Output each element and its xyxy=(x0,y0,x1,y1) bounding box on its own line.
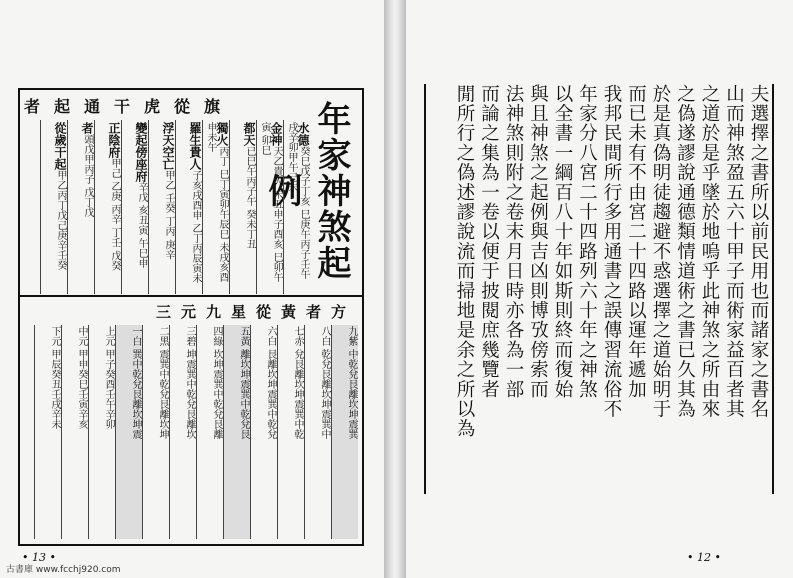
page-number-left: • 13 • xyxy=(22,551,56,564)
upper-column-body: 甲乙丙丁戊己庚辛壬癸 xyxy=(55,170,66,270)
upper-column-body: 天乙貴人 未丑申子酉亥 巳卯午寅 卯巳 xyxy=(259,122,282,283)
upper-column-body: 甲己 乙庚 丙辛 丁壬 戊癸 xyxy=(109,158,120,271)
lower-table xyxy=(20,297,362,544)
lower-column: 七赤 兌艮離坎坤震巽中乾 xyxy=(277,325,304,539)
text-column: 而論之集為一卷以便于披閱庶幾覽者 xyxy=(478,84,500,400)
upper-column xyxy=(175,120,202,294)
page-number-left-value: 13 xyxy=(32,551,46,564)
lower-column: 中元 甲申癸巳壬寅辛亥 xyxy=(61,325,88,539)
text-column: 於是真偽明徒趨避不惑選擇之道始明于 xyxy=(650,84,671,419)
lower-table-title: 三元九星從黃者方 xyxy=(155,303,356,321)
watermark-text: 古書庫 www.fcchj920.com xyxy=(6,565,121,575)
lower-column: 八白 乾兌艮離坎坤震巽中 xyxy=(304,325,331,539)
text-column: 之偽遂謬說通德類情道術之書已久其為 xyxy=(674,84,696,419)
table-title: 年家神煞起例 xyxy=(262,101,351,281)
text-column: 之道於是乎墜於地嗚乎此神煞之所由來 xyxy=(699,84,720,419)
vertical-text-block xyxy=(424,84,774,494)
page-number-right: • 12 • xyxy=(687,551,721,564)
upper-column-head: 金神 xyxy=(269,122,283,146)
lower-column: 六白 艮離坎坤震巽中乾兌 xyxy=(250,325,277,539)
upper-column xyxy=(40,120,67,294)
left-page xyxy=(0,0,384,578)
upper-column xyxy=(94,120,121,294)
upper-column-body: 子亥戌酉申 乙丁丙辰寅未 xyxy=(190,170,201,284)
upper-column-head: 水德 xyxy=(296,122,310,146)
lower-column: 二黑 震巽中乾兌艮離坎坤 xyxy=(142,325,169,539)
upper-column xyxy=(256,120,283,294)
right-page xyxy=(406,0,793,578)
lower-column: 上元 甲子癸酉壬午辛卯 xyxy=(88,325,115,539)
upper-column xyxy=(121,120,148,294)
upper-column-body: 甲乙 壬癸 丁丙 庚辛 xyxy=(163,170,174,260)
lower-column: 九紫 中乾兌艮離坎坤震巽 xyxy=(331,325,358,539)
almanac-table-frame xyxy=(18,88,364,546)
text-column: 與且神煞之起例與吉凶則博攷傍索而 xyxy=(527,84,549,400)
upper-column-head: 浮天空亡 xyxy=(161,122,175,170)
book-gutter xyxy=(384,0,406,578)
lower-column: 五黃 離坎坤震巽中乾兌艮 xyxy=(223,325,250,539)
upper-column xyxy=(283,120,310,294)
text-column: 我邦民間所行多用通書之誤傳習流俗不 xyxy=(601,84,622,419)
lower-column: 一白 巽中乾兌艮離坎坤震 xyxy=(115,325,142,539)
upper-column-head: 正陰府 xyxy=(107,122,121,158)
upper-column-body: 辛戊 亥丑寅 午巳申 xyxy=(136,182,147,269)
lower-column: 下元 甲辰癸丑壬戌辛未 xyxy=(34,325,61,539)
text-column: 年家分八宮二十四路列六十年之神煞 xyxy=(576,84,598,400)
upper-column xyxy=(148,120,175,294)
lower-column: 三碧 坤震巽中乾兌艮離坎 xyxy=(169,325,196,539)
lower-column: 四綠 坎坤震巽中乾兌艮離 xyxy=(196,325,223,539)
upper-column-head: 獨火 xyxy=(215,122,229,146)
upper-column-head: 羅生貴人 xyxy=(188,122,202,170)
upper-column-body: 丙丁 巳丁寅卯午辰巳 未戌亥酉申未午 xyxy=(205,122,228,283)
upper-column xyxy=(202,120,229,294)
upper-column xyxy=(67,120,94,294)
page-number-right-value: 12 xyxy=(697,551,711,564)
text-column: 法神煞則附之卷末月日時亦各為一部 xyxy=(503,84,524,400)
upper-column-head: 者 xyxy=(80,122,94,134)
upper-column-head: 變起傍座府 xyxy=(134,122,148,182)
upper-column-body: 頭戊甲丙子 戊丁戊 xyxy=(82,134,93,218)
upper-column-body: 已巳午丙子午 癸未丁丑 xyxy=(244,146,255,250)
upper-column-head: 都天 xyxy=(242,122,256,146)
text-column: 以全書一綱百八十年如斯則終而復始 xyxy=(552,84,573,400)
upper-header-row: 者起通干虎從旗 xyxy=(23,97,234,116)
text-column: 而已未有不由宮二十四路以運年遞加 xyxy=(625,84,647,400)
upper-column xyxy=(229,120,256,294)
text-column: 山而神煞盈五六十甲子而術家益百者其 xyxy=(723,84,745,419)
upper-column-body: 癸巳戊子丁亥 巳庚午丙子壬午 戌辛卯甲午己未 xyxy=(286,122,309,280)
upper-table xyxy=(20,90,362,297)
text-column: 夫選擇之書所以前民用也而諸家之書名 xyxy=(748,84,769,419)
text-column: 閒所行之偽述謬說流而掃地是余之所以為 xyxy=(454,84,475,439)
upper-column-head: 從歲干起 xyxy=(53,122,67,170)
